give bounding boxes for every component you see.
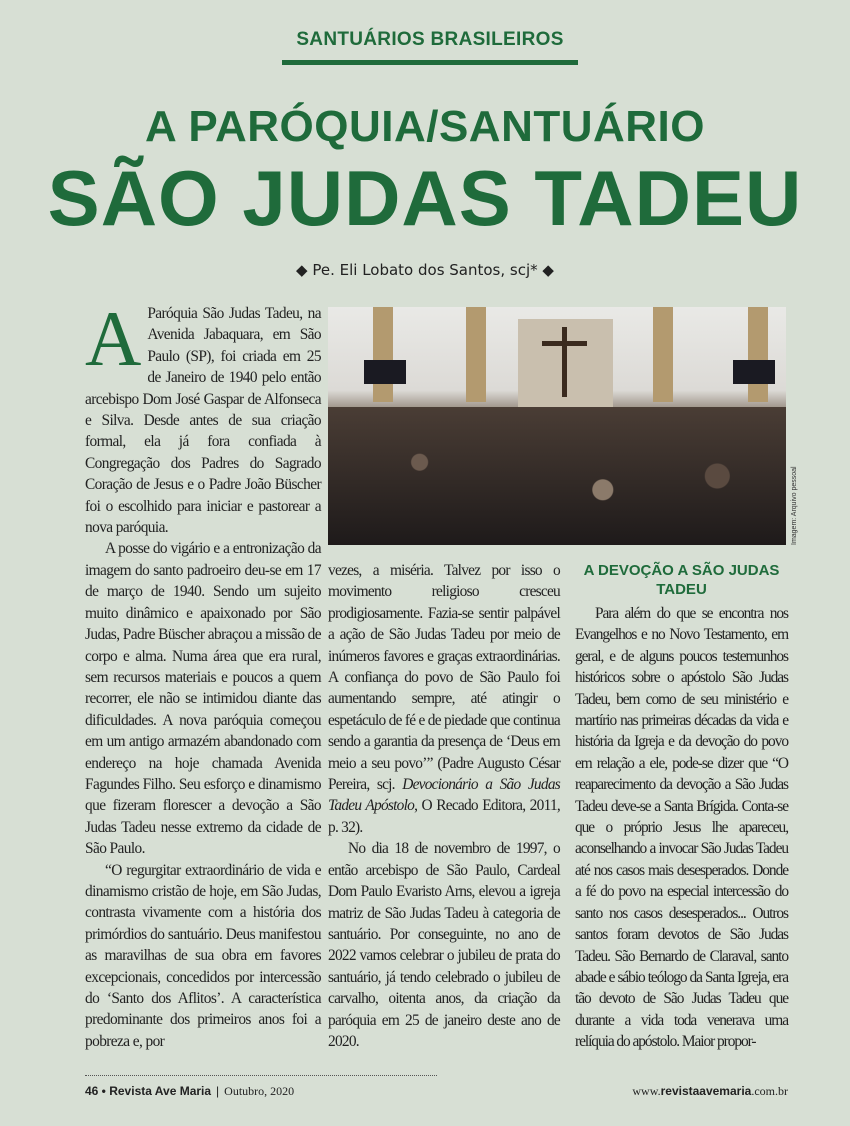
byline: ◆ Pe. Eli Lobato dos Santos, scj* ◆ <box>296 261 554 279</box>
url-prefix: www. <box>632 1084 661 1098</box>
screen <box>364 360 406 384</box>
crowd <box>328 407 786 545</box>
drop-cap: A <box>85 295 142 382</box>
crucifix-icon <box>562 327 567 397</box>
crucifix-arm <box>542 341 587 346</box>
separator: | <box>216 1084 220 1098</box>
footer-rule <box>85 1075 437 1076</box>
paragraph <box>85 295 321 538</box>
pillar <box>653 307 673 402</box>
paragraph-text: vezes, a miséria. Talvez por isso o movimento religioso cresceu prodigiosamente. Fazia-se sentir palpável a ação de São Judas Tadeu por meio de inúmeros favores e graças extraordinárias. A confiança do povo de São Paulo foi aumentando sempre, até atingir o espetáculo de fé e de piedade que continua sendo a garantia da presença de ‘Deus em meio a seu povo’” (Padre Augusto César Pereira, scj. <box>328 562 560 794</box>
screen <box>733 360 775 384</box>
issue-date: Outubro, 2020 <box>224 1084 295 1098</box>
pillar <box>748 307 768 402</box>
pillar <box>466 307 486 402</box>
paragraph: “O regurgitar extraordinário de vida e dinamismo cristão de hoje, em São Judas, contrasta vivamente com a história dos primórdios do santuário. Deus manifestou as maravilhas de sua obra em favores excepcionais, concedidos por intercessão do ‘Santo dos Aflitos’. A característica predominante dos primeiros anos foi a pobreza e, por <box>85 861 321 1050</box>
paragraph: Para além do que se encontra nos Evangelhos e no Novo Testamento, em geral, e de alguns poucos testemunhos históricos sobre o apóstolo São Judas Tadeu, bem como de seu ministério e martírio nas primeiras décadas da vida e história da Igreja e da devoção do povo em relação a ele, pode-se dizer que “O reaparecimento da devoção a São Judas Tadeu deve-se a Santa Brígida. Conta-se que o próprio Jesus lhe apareceu, aconselhando a invocar São Judas Tadeu até nos casos mais desesperados. Donde a fé do povo na especial intercessão do santo nos casos desesperados... Outros santos foram devotos de São Judas Tadeu. São Bernardo de Claraval, santo abade e sábio teólogo da Santa Igreja, era tão devoto de São Judas Tadeu que durante a vida toda venerava uma relíquia do apóstolo. Maior propor- <box>575 605 788 1051</box>
paragraph: A posse do vigário e a entronização da imagem do santo padroeiro deu-se em 17 de março de 1940. Sendo um sujeito muito dinâmico e apaixonado por São Judas, Padre Büscher abraçou a missão de corpo e alma. Numa área que era rural, sem recursos materiais e poucos a quem recorrer, ele não se intimidou diante das dificuldades. A nova paróquia começou em um antigo armazém abandonado com endereço na hoje chamada Avenida Fagundes Filho. Seu esforço e dinamismo que fizeram florescer a devoção a São Judas Tadeu nesse extremo da cidade de São Paulo. <box>85 540 321 858</box>
paragraph: No dia 18 de novembro de 1997, o então arcebispo de São Paulo, Cardeal Dom Paulo Evaristo Arns, elevou a igreja matriz de São Judas Tadeu à categoria de santuário. Por conseguinte, no ano de 2022 vamos celebrar o jubileu de prata do santuário, já tendo celebrado o jubileu de carvalho, oitenta anos, da criação da paróquia em 25 de janeiro deste ano de 2020. <box>328 840 560 1050</box>
paragraph <box>328 560 560 838</box>
url-domain: revistaavemaria <box>660 1084 752 1098</box>
section-label: SANTUÁRIOS BRASILEIROS <box>296 29 564 50</box>
subheading: A DEVOÇÃO A SÃO JUDAS TADEU <box>583 562 780 598</box>
website-link[interactable] <box>632 1084 788 1099</box>
photo-credit: Imagem: Arquivo pessoal <box>791 466 798 545</box>
book-title: Devocionário a São Judas Tadeu Apóstolo <box>328 776 560 815</box>
article-title: SÃO JUDAS TADEU <box>47 154 803 242</box>
footer-left <box>85 1084 294 1099</box>
pillar <box>373 307 393 402</box>
url-suffix: .com.br <box>751 1084 788 1098</box>
paragraph-text: Paróquia São Judas Tadeu, na Avenida Jabaquara, em São Paulo (SP), foi criada em 25 de Janeiro de 1940 pelo então arcebispo Dom José Gaspar de Alfonseca e Silva. Desde antes de sua criação formal, ela já fora confiada à Congregação dos Padres do Sagrado Coração de Jesus e o Padre João Büscher foi o escolhido para iniciar e pastorear a nova paróquia. <box>85 305 321 537</box>
paragraph-text: , O Recado Editora, 2011, p. 32). <box>328 797 560 836</box>
section-underline <box>282 60 578 65</box>
column-1 <box>85 295 321 1052</box>
sanctuary-photo <box>328 307 786 545</box>
column-3 <box>575 603 788 1053</box>
page-number: 46 • Revista Ave Maria <box>85 1084 212 1098</box>
column-2 <box>328 560 560 1052</box>
article-kicker: A PARÓQUIA/SANTUÁRIO <box>145 102 705 151</box>
